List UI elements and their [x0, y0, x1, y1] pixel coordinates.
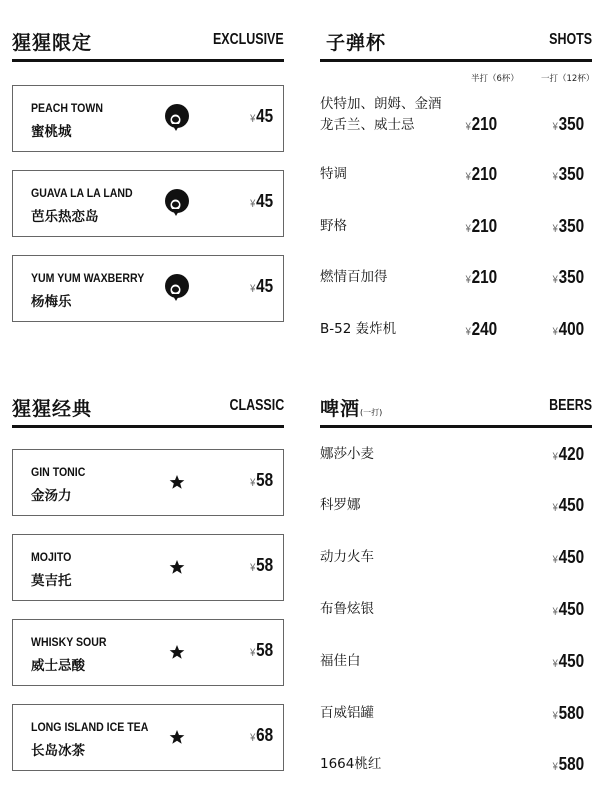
beer-name: 百威铝罐: [320, 705, 374, 721]
beer-row: [320, 547, 592, 571]
item-name-en: GUAVA LA LA LAND: [31, 186, 133, 200]
item-price: ¥58: [249, 555, 273, 575]
star-icon: [169, 644, 185, 660]
item-name-zh: 长岛冰茶: [31, 743, 85, 759]
menu-card: [12, 449, 284, 516]
section-title-en: SHOTS: [549, 31, 592, 48]
menu-card: [12, 170, 284, 237]
afro-gorilla-icon: [163, 189, 191, 217]
price-half-dozen: ¥240: [465, 319, 497, 339]
price-dozen: ¥400: [552, 319, 584, 339]
beer-name: 布鲁炫银: [320, 601, 374, 617]
column-header-dozen: 一打（12杯）: [541, 74, 595, 84]
beer-row: [320, 703, 592, 727]
section-header: [320, 22, 592, 62]
shot-name: 燃情百加得: [320, 269, 388, 285]
section-title: 猩猩限定: [12, 32, 93, 54]
beer-price: ¥450: [552, 547, 584, 567]
beer-price: ¥580: [552, 703, 584, 723]
item-name-zh: 莫吉托: [31, 573, 72, 589]
afro-gorilla-icon: [163, 104, 191, 132]
beer-price: ¥450: [552, 495, 584, 515]
price-half-dozen: ¥210: [465, 164, 497, 184]
price-half-dozen: ¥210: [465, 267, 497, 287]
star-icon: [169, 559, 185, 575]
beer-price: ¥450: [552, 599, 584, 619]
price-half-dozen: ¥210: [465, 216, 497, 236]
price-dozen: ¥350: [552, 216, 584, 236]
beers-section: [320, 388, 592, 785]
section-header: [12, 22, 284, 62]
shot-name: 伏特加、朗姆、金酒 龙舌兰、威士忌: [320, 96, 442, 133]
shot-name: 特调: [320, 166, 347, 182]
beer-name: 福佳白: [320, 653, 361, 669]
section-title: 啤酒(一打): [320, 398, 383, 420]
beer-row: [320, 599, 592, 623]
menu-card: [12, 85, 284, 152]
price-dozen: ¥350: [552, 164, 584, 184]
shot-row: [320, 164, 592, 188]
shot-row: [320, 94, 592, 138]
item-name-zh: 蜜桃城: [31, 124, 72, 140]
price-dozen: ¥350: [552, 267, 584, 287]
beer-price: ¥580: [552, 754, 584, 774]
beer-name: 1664桃红: [320, 756, 382, 772]
menu-card: [12, 619, 284, 686]
afro-gorilla-icon: [163, 274, 191, 302]
beer-row: [320, 754, 592, 778]
item-name-zh: 芭乐热恋岛: [31, 209, 99, 225]
section-header: [320, 388, 592, 428]
section-title-en: EXCLUSIVE: [213, 31, 284, 48]
beer-name: 动力火车: [320, 549, 374, 565]
section-title: 猩猩经典: [12, 398, 93, 420]
beer-name: 娜莎小麦: [320, 446, 374, 462]
menu-card: [12, 255, 284, 322]
star-icon: [169, 474, 185, 490]
beer-price: ¥450: [552, 651, 584, 671]
shot-name: B-52 轰炸机: [320, 321, 397, 337]
item-price: ¥45: [249, 276, 273, 296]
item-name-en: WHISKY SOUR: [31, 635, 107, 649]
beer-row: [320, 444, 592, 468]
item-price: ¥45: [249, 106, 273, 126]
menu-card: [12, 704, 284, 771]
item-name-en: PEACH TOWN: [31, 101, 103, 115]
section-title-en: BEERS: [549, 397, 592, 414]
beer-row: [320, 495, 592, 519]
shot-name: 野格: [320, 218, 347, 234]
exclusive-section: [12, 22, 284, 332]
item-name-zh: 杨梅乐: [31, 294, 72, 310]
shot-row: [320, 216, 592, 240]
beer-row: [320, 651, 592, 675]
shot-row: [320, 267, 592, 291]
item-name-en: MOJITO: [31, 550, 72, 564]
item-name-en: GIN TONIC: [31, 465, 86, 479]
price-dozen: ¥350: [552, 114, 584, 134]
column-header-half-dozen: 半打（6杯）: [471, 74, 519, 84]
beer-price: ¥420: [552, 444, 584, 464]
menu-card: [12, 534, 284, 601]
beer-name: 科罗娜: [320, 497, 361, 513]
section-header: [12, 388, 284, 428]
price-half-dozen: ¥210: [465, 114, 497, 134]
item-price: ¥45: [249, 191, 273, 211]
item-name-en: LONG ISLAND ICE TEA: [31, 720, 149, 734]
item-price: ¥68: [249, 725, 273, 745]
item-name-zh: 威士忌酸: [31, 658, 85, 674]
star-icon: [169, 729, 185, 745]
shot-row: [320, 319, 592, 343]
section-title-en: CLASSIC: [229, 397, 284, 414]
classic-section: [12, 388, 284, 778]
item-price: ¥58: [249, 640, 273, 660]
section-title: 子弹杯: [326, 32, 387, 54]
item-name-zh: 金汤力: [31, 488, 72, 504]
shots-section: [320, 22, 595, 362]
item-name-en: YUM YUM WAXBERRY: [31, 271, 145, 285]
section-title-sub: (一打): [360, 408, 383, 417]
item-price: ¥58: [249, 470, 273, 490]
